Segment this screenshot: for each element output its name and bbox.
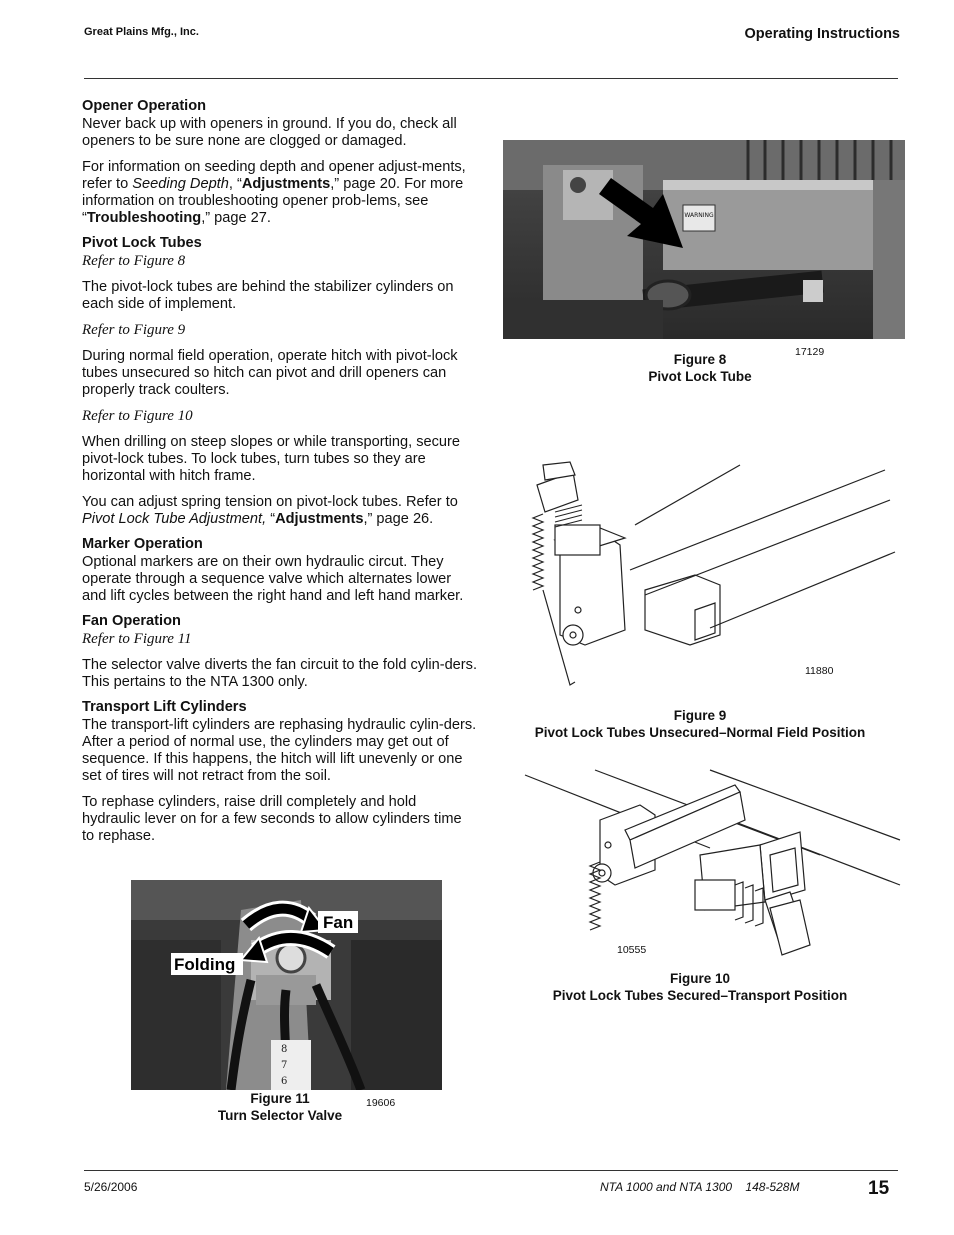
figure-11-id: 19606 [366, 1097, 396, 1109]
opener-paragraph-2: For information on seeding depth and opener adjust-ments, refer to Seeding Depth, “Adjustments,” page 20. For more information on troubleshooting opener prob-lems, see “Troubleshooting,” page 27. [82, 159, 466, 226]
figure-9-label: Figure 9 [673, 708, 727, 723]
figure-10-title: Pivot Lock Tubes Secured–Transport Position [552, 988, 848, 1003]
pivot-paragraph-1: The pivot-lock tubes are behind the stabilizer cylinders on each side of implement. [82, 279, 454, 312]
left-column [82, 96, 477, 854]
fan-heading: Fan Operation [82, 613, 181, 629]
svg-text:Folding: Folding [174, 955, 236, 974]
svg-text:8: 8 [281, 1044, 288, 1055]
footer-rule [84, 1170, 898, 1171]
figure-9-id: 11880 [805, 665, 834, 677]
figure-10-drawing [520, 760, 905, 960]
header-rule [84, 78, 898, 79]
figure-10-id: 10555 [617, 944, 647, 956]
figure-11-label: Figure 11 [250, 1091, 310, 1106]
figure-11-caption [180, 1090, 380, 1124]
pivot-refer-fig9: Refer to Figure 9 [82, 322, 186, 338]
fan-refer-fig11: Refer to Figure 11 [82, 631, 192, 647]
figure-8-photo [503, 140, 905, 339]
figure-9-caption [515, 707, 885, 741]
page-number: 15 [868, 1178, 890, 1199]
figure-11-photo [131, 880, 442, 1090]
svg-text:WARNING: WARNING [684, 212, 714, 219]
footer-date: 5/26/2006 [84, 1180, 138, 1194]
pivot-paragraph-2: During normal field operation, operate hitch with pivot-lock tubes unsecured so hitch can pivot and drill openers can properly track coulters. [82, 348, 458, 398]
svg-text:7: 7 [281, 1060, 288, 1071]
transport-paragraph-2: To rephase cylinders, raise drill completely and hold hydraulic lever on for a few seconds to allow cylinders time to rephase. [82, 794, 462, 844]
section-title: Operating Instructions [744, 26, 900, 42]
opener-heading: Opener Operation [82, 98, 207, 114]
figure-10-caption [520, 970, 880, 1004]
company-name: Great Plains Mfg., Inc. [84, 26, 199, 38]
pivot-refer-fig8: Refer to Figure 8 [82, 253, 186, 269]
fan-paragraph: The selector valve diverts the fan circuit to the fold cylin-ders. This pertains to the NTA 1300 only. [82, 657, 478, 690]
figure-8-id: 17129 [795, 346, 825, 358]
marker-paragraph: Optional markers are on their own hydraulic circut. They operate through a sequence valve which alternates lower and lift cycles between the right hand and left hand marker. [82, 554, 464, 604]
opener-paragraph-1: Never back up with openers in ground. If you do, check all openers to be sure none are clogged or damaged. [82, 116, 457, 149]
figure-9-drawing [515, 460, 905, 695]
figure-8-caption [600, 351, 800, 385]
pivot-paragraph-4: You can adjust spring tension on pivot-lock tubes. Refer to Pivot Lock Tube Adjustment, “Adjustments,” page 26. [82, 494, 458, 527]
figure-8-title: Pivot Lock Tube [648, 369, 752, 384]
figure-8-label: Figure 8 [673, 352, 727, 367]
marker-heading: Marker Operation [82, 536, 203, 552]
figure-10-label: Figure 10 [669, 971, 731, 986]
transport-heading: Transport Lift Cylinders [82, 699, 247, 715]
svg-text:6: 6 [281, 1076, 288, 1087]
footer-document-number: NTA 1000 and NTA 1300 148-528M [600, 1180, 800, 1194]
pivot-paragraph-3: When drilling on steep slopes or while transporting, secure pivot-lock tubes. To lock tubes, turn tubes so they are horizontal with hitch frame. [82, 434, 461, 484]
figure-9-title: Pivot Lock Tubes Unsecured–Normal Field Position [534, 725, 866, 740]
figure-11-title: Turn Selector Valve [217, 1108, 343, 1123]
pivot-heading: Pivot Lock Tubes [82, 235, 202, 251]
svg-text:Fan: Fan [323, 913, 354, 932]
pivot-refer-fig10: Refer to Figure 10 [82, 408, 193, 424]
transport-paragraph-1: The transport-lift cylinders are rephasing hydraulic cylin-ders. After a period of normal use, the cylinders may get out of sequence. If this happens, the hitch will lift unevenly or one set of tires will not retract from the soil. [82, 717, 477, 784]
